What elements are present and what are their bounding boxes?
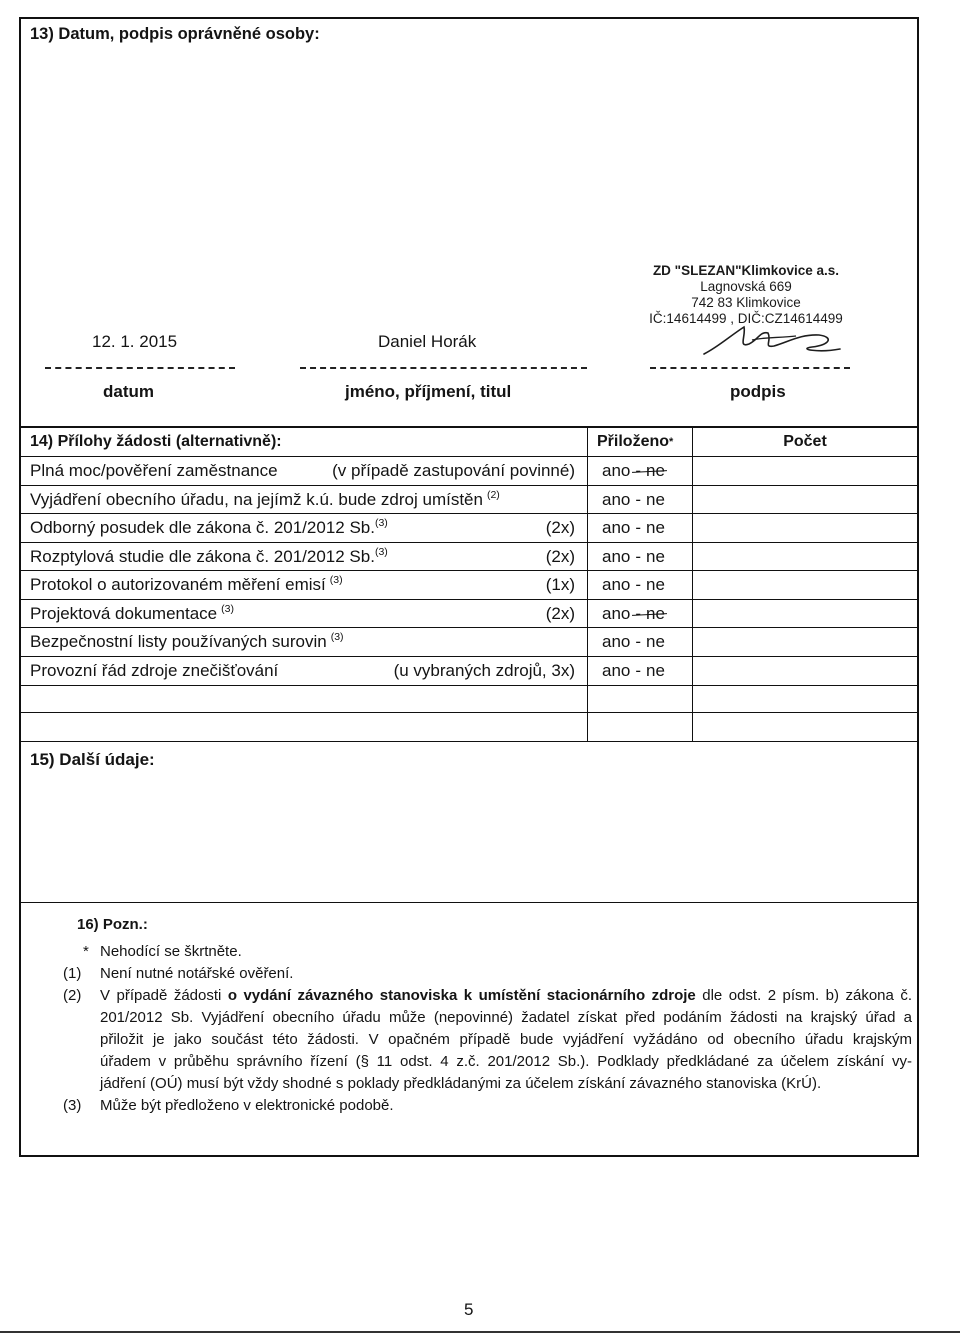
date-value: 12. 1. 2015 (92, 332, 178, 351)
note-marker: (3) (63, 1097, 82, 1114)
attachment-row (21, 628, 917, 657)
count-cell (693, 457, 917, 485)
attachment-description-cell (21, 628, 588, 656)
answer-no-group (635, 575, 665, 595)
attachment-description-cell (21, 657, 588, 685)
attached-cell (588, 543, 693, 570)
answer-yes: ano (602, 489, 631, 509)
stamp-city: 742 83 Klimkovice (691, 295, 801, 310)
count-cell (693, 628, 917, 656)
note-text-before: V případě žádosti (100, 987, 228, 1004)
attachment-row (21, 571, 917, 600)
note-marker: (1) (63, 965, 82, 982)
attachment-row (21, 457, 917, 486)
attachment-qualifier: (2x) (545, 546, 575, 566)
attachment-row (21, 514, 917, 543)
count-cell (693, 514, 917, 542)
header-attachments-cell (21, 428, 588, 456)
answer-no: ne (646, 546, 665, 566)
attachment-qualifier: (2x) (545, 603, 575, 623)
attachment-label-group (30, 547, 388, 567)
attachment-qualifier: (1x) (545, 575, 575, 594)
footnote-ref: (3) (374, 545, 388, 558)
section-13-title: 13) Datum, podpis oprávněné osoby: (30, 25, 320, 43)
note-marker: (2) (63, 987, 82, 1004)
count-cell (693, 686, 917, 712)
attachment-label-group (30, 490, 500, 510)
attached-cell (588, 657, 693, 685)
attachment-description-cell (21, 686, 588, 712)
page-number: 5 (464, 1300, 474, 1319)
note-line: 201/2012 Sb. Vyjádření obecního úřadu může (nepovinné) žadatel získat před podáním žádosti na krajský úřad a (100, 1009, 912, 1026)
answer-no: ne (646, 489, 665, 509)
note-text: Nehodící se škrtněte. (100, 943, 242, 960)
answer-no: ne (646, 632, 665, 651)
answer-separator: - (635, 546, 642, 566)
note-text: Může být předloženo v elektronické podobě. (100, 1097, 394, 1114)
answer-no: ne (646, 518, 665, 537)
count-cell (693, 600, 917, 627)
footnote-ref: (3) (329, 574, 343, 586)
count-column-title: Počet (783, 433, 827, 450)
attached-cell (588, 457, 693, 485)
answer-no: ne (646, 661, 665, 680)
count-cell (693, 713, 917, 741)
page-bottom-edge (0, 1331, 960, 1333)
attachment-label: Vyjádření obecního úřadu, na jejímž k.ú. bude zdroj umístěn (30, 489, 483, 509)
attachment-qualifier: (v případě zastupování povinné) (332, 461, 575, 480)
note-text-after: dle odst. 2 písm. b) zákona č. (695, 987, 912, 1004)
header-attached-cell: Přiloženo * (588, 428, 693, 456)
answer-no-group (635, 518, 665, 538)
note-line: jádření (OÚ) musí být vždy shodné s poklady předkládanými za účelem získání závazného stanoviska (KrÚ). (100, 1075, 822, 1092)
count-cell (693, 486, 917, 513)
answer-separator: - (635, 603, 642, 623)
note-item (63, 985, 915, 1095)
name-value: Daniel Horák (378, 332, 477, 351)
signature-stroke (704, 327, 840, 354)
attachments-header-row (21, 426, 917, 457)
answer-no-group (635, 461, 665, 481)
footnote-ref: (3) (221, 602, 234, 615)
attachment-label-group (30, 575, 343, 595)
note-text-bold: o vydání závazného stanoviska k umístění stacionárního zdroje (227, 987, 696, 1004)
attached-cell (588, 600, 693, 627)
note-line: úřadem v průběhu správního řízení (§ 11 odst. 4 z.č. 201/2012 Sb.). Podklady předkládané za účelem získání vy- (100, 1053, 912, 1070)
answer-yes: ano (602, 661, 631, 680)
signature-label: podpis (730, 382, 786, 401)
answer-separator: - (635, 518, 642, 537)
answer-no: ne (646, 575, 665, 594)
attachment-description-cell (21, 571, 588, 599)
attachment-label: Projektová dokumentace (30, 603, 218, 623)
attachment-description-cell (21, 486, 588, 513)
answer-no-group (635, 604, 665, 624)
answer-yes: ano (602, 461, 631, 480)
answer-no: ne (646, 461, 665, 480)
stamp-company-name: ZD "SLEZAN"Klimkovice a.s. (652, 263, 840, 278)
answer-yes: ano (602, 546, 631, 566)
answer-yes: ano (602, 518, 631, 537)
date-label: datum (103, 382, 154, 401)
count-cell (693, 571, 917, 599)
count-cell (693, 543, 917, 570)
answer-no-group (635, 661, 665, 681)
attachment-label: Bezpečnostní listy používaných surovin (30, 632, 327, 651)
date-dashed-line (45, 367, 235, 369)
header-count-cell (693, 428, 917, 456)
notes-list (63, 941, 915, 1117)
note-item (63, 1095, 915, 1117)
attachment-description-cell (21, 713, 588, 741)
answer-separator: - (635, 632, 642, 651)
answer-yes: ano (602, 575, 631, 594)
signature-dashed-line (650, 367, 850, 369)
attached-cell (588, 571, 693, 599)
attachment-row (21, 486, 917, 514)
stamp-company-ids: IČ:14614499 , DIČ:CZ14614499 (649, 311, 843, 326)
answer-no: ne (646, 603, 665, 623)
attachment-row (21, 657, 917, 686)
answer-yes: ano (602, 603, 631, 623)
note-line: přiložit je jako součást této žádosti. V opačném případě bude vyjádření vyžádáno od obecního úřadu krajským (100, 1031, 912, 1048)
answer-separator: - (635, 575, 642, 594)
attachment-label-group (30, 518, 388, 538)
attachment-description-cell (21, 543, 588, 570)
answer-no-group (635, 490, 665, 510)
attachment-label: Rozptylová studie dle zákona č. 201/2012 Sb. (30, 546, 375, 566)
attachment-label: Plná moc/pověření zaměstnance (30, 461, 278, 480)
section-14-title: 14) Přílohy žádosti (alternativně): (30, 433, 282, 450)
attachment-qualifier: (2x) (545, 518, 575, 537)
attachment-description-cell (21, 600, 588, 627)
attachment-row (21, 543, 917, 571)
answer-separator: - (635, 461, 642, 480)
attachment-description-cell (21, 457, 588, 485)
name-dashed-line (300, 367, 587, 369)
section-16-title: 16) Pozn.: (77, 916, 148, 933)
note-text: Není nutné notářské ověření. (100, 965, 294, 982)
stamp-street: Lagnovská 669 (700, 279, 792, 294)
footnote-ref: (3) (330, 631, 344, 643)
attachment-label: Provozní řád zdroje znečišťování (30, 661, 279, 680)
answer-separator: - (635, 661, 642, 680)
answer-yes: ano (602, 632, 631, 651)
footnote-ref: (3) (374, 517, 388, 529)
count-cell (693, 657, 917, 685)
footnote-ref: (2) (486, 488, 500, 501)
attachment-label-group (30, 632, 344, 652)
name-label: jméno, příjmení, titul (345, 382, 512, 401)
attachment-description-cell (21, 514, 588, 542)
section-divider (21, 902, 917, 903)
answer-separator: - (635, 489, 642, 509)
attachment-label-group (30, 604, 234, 624)
note-item (63, 941, 915, 963)
attachment-qualifier: (u vybraných zdrojů, 3x) (393, 661, 575, 680)
empty-attachment-row (21, 713, 917, 742)
note-text-block (100, 985, 912, 1095)
note-item (63, 963, 915, 985)
attached-cell (588, 514, 693, 542)
signature-scribble (700, 322, 845, 360)
company-stamp (618, 263, 874, 327)
attached-cell (588, 686, 693, 712)
answer-no-group (635, 547, 665, 567)
attached-cell (588, 713, 693, 741)
attachment-row (21, 600, 917, 628)
attached-cell (588, 486, 693, 513)
attached-cell (588, 628, 693, 656)
empty-attachment-row (21, 686, 917, 713)
answer-no-group (635, 632, 665, 652)
note-line (100, 985, 912, 1007)
section-15-title: 15) Další údaje: (30, 750, 155, 769)
note-marker: * (83, 943, 89, 960)
attached-column-title: Přiloženo (597, 433, 670, 450)
attachments-table (21, 426, 917, 742)
attachment-label: Protokol o autorizovaném měření emisí (30, 575, 326, 594)
attachment-label: Odborný posudek dle zákona č. 201/2012 Sb. (30, 518, 375, 537)
